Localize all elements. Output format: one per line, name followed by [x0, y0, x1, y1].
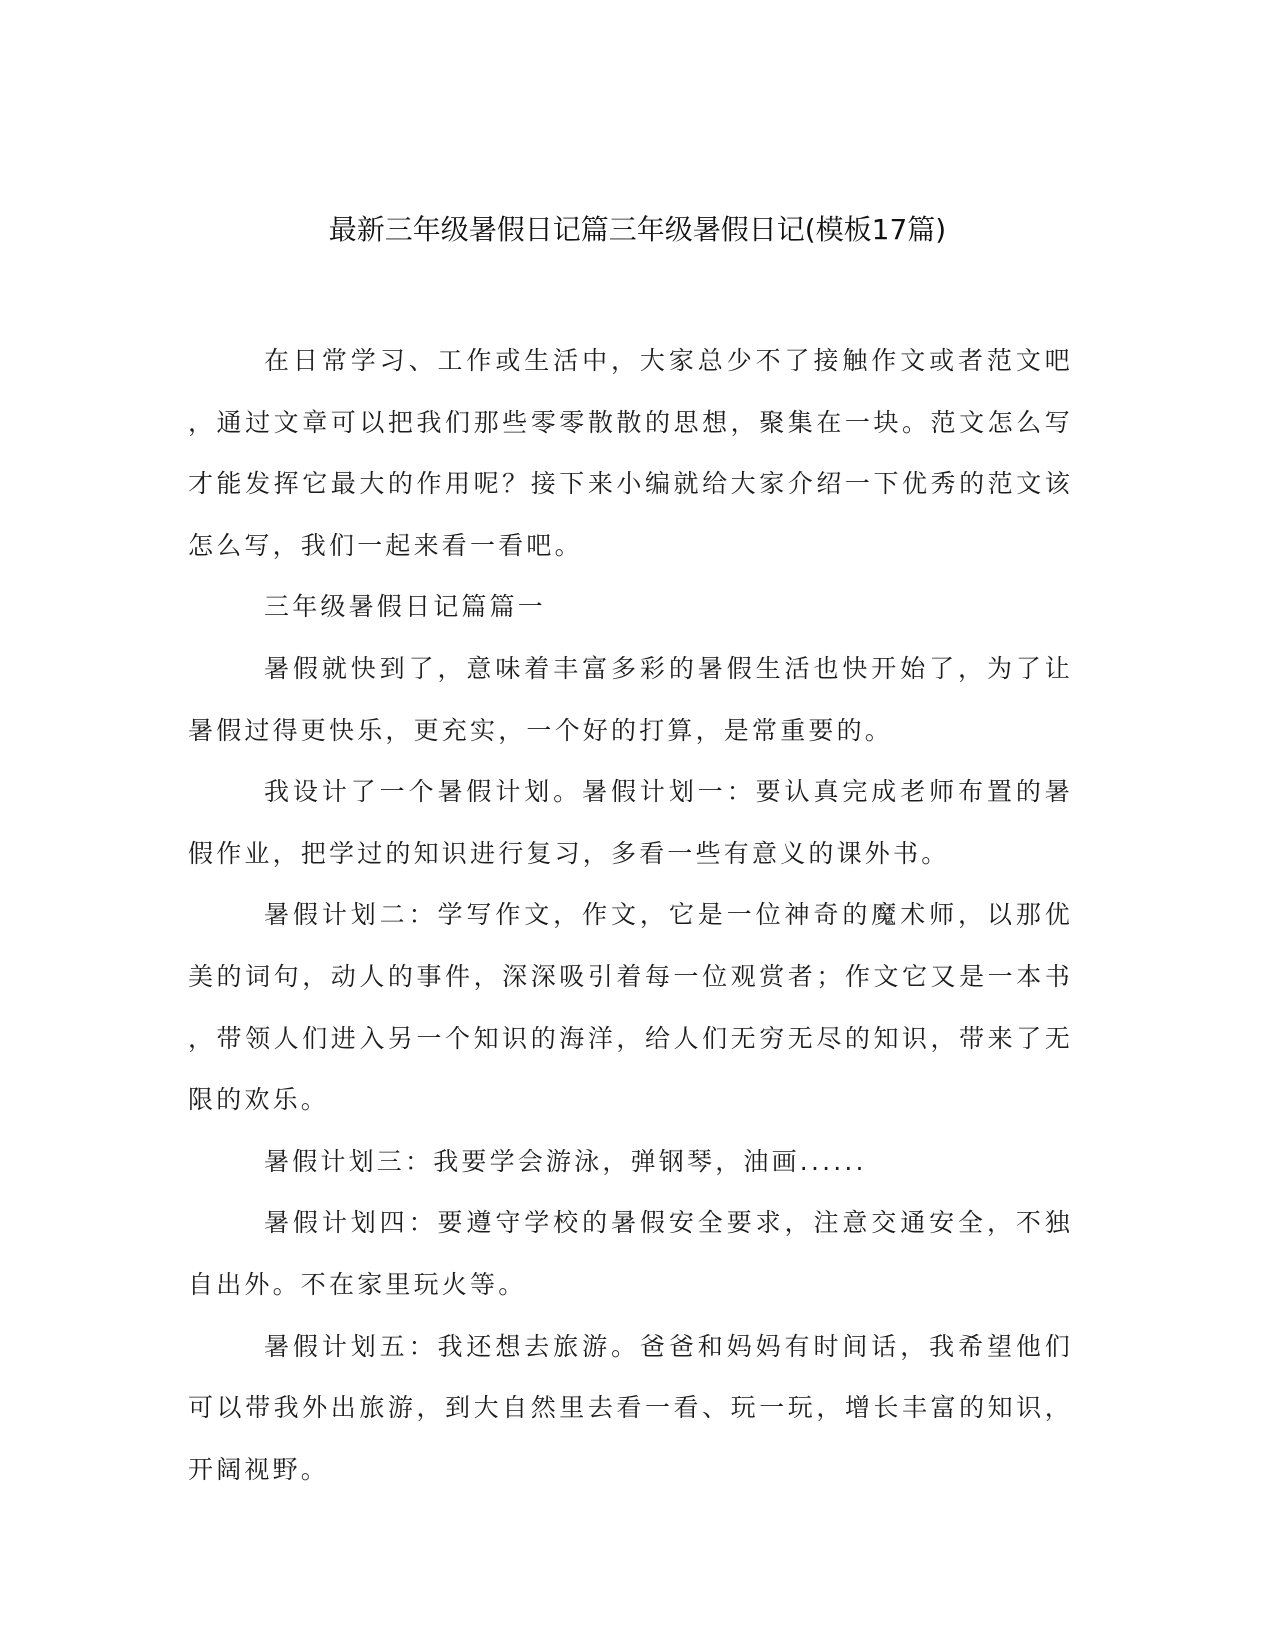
- body-paragraph: 我设计了一个暑假计划。暑假计划一：要认真完成老师布置的暑假作业，把学过的知识进行复习，多看一些有意义的课外书。: [188, 777, 1073, 868]
- body-paragraph: 暑假计划四：要遵守学校的暑假安全要求，注意交通安全，不独自出外。不在家里玩火等。: [188, 1208, 1073, 1299]
- body-paragraph: 暑假计划五：我还想去旅游。爸爸和妈妈有时间话，我希望他们可以带我外出旅游，到大自然里去看一看、玩一玩，增长丰富的知识，开阔视野。: [188, 1331, 1073, 1484]
- body-paragraph: 暑假计划三：我要学会游泳，弹钢琴，油画......: [264, 1146, 867, 1176]
- section-heading: 三年级暑假日记篇篇一: [264, 592, 547, 622]
- body-paragraph: 暑假就快到了，意味着丰富多彩的暑假生活也快开始了，为了让暑假过得更快乐，更充实，一个好的打算，是常重要的。: [188, 653, 1073, 745]
- document-body: [188, 330, 1073, 1500]
- intro-paragraph: 在日常学习、工作或生活中，大家总少不了接触作文或者范文吧，通过文章可以把我们那些零零散散的思想，聚集在一块。范文怎么写才能发挥它最大的作用呢？接下来小编就给大家介绍一下优秀的范文该怎么写，我们一起来看一看吧。: [188, 346, 1073, 560]
- page-title: 最新三年级暑假日记篇三年级暑假日记(模板17篇): [328, 213, 947, 246]
- body-paragraph: 暑假计划二：学写作文，作文，它是一位神奇的魔术师，以那优美的词句，动人的事件，深深吸引着每一位观赏者；作文它又是一本书，带领人们进入另一个知识的海洋，给人们无穷无尽的知识，带来了无限的欢乐。: [188, 900, 1073, 1115]
